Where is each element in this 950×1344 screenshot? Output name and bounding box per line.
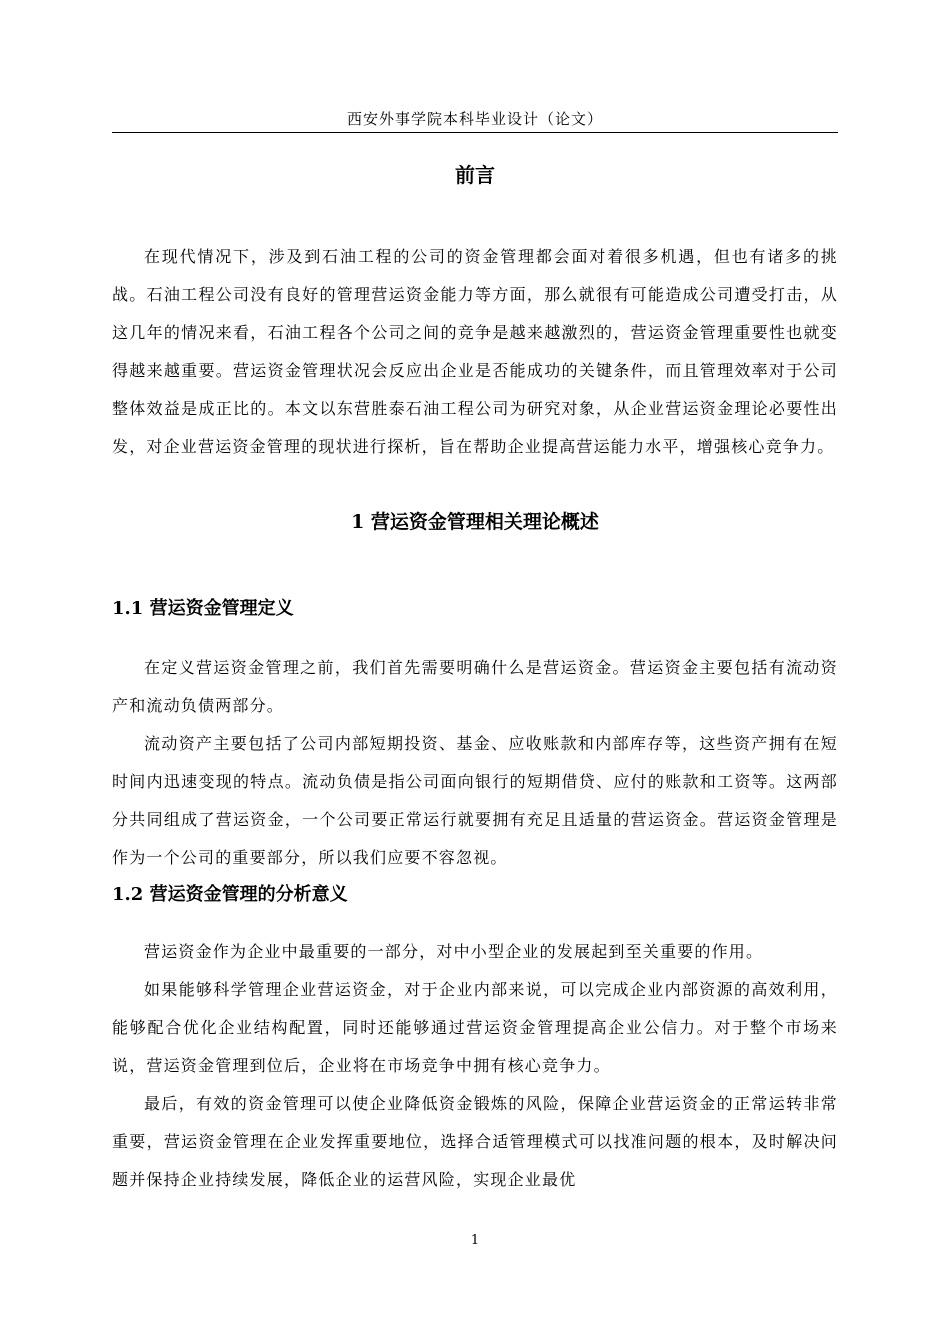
section-1-2-paragraph-2: 如果能够科学管理企业营运资金，对于企业内部来说，可以完成企业内部资源的高效利用，能够配合优化企业结构配置，同时还能够通过营运资金管理提高企业公信力。对于整个市场来说，营运资金管理到位后，企业将在市场竞争中拥有核心竞争力。: [112, 980, 838, 1075]
section-1-title: 1 营运资金管理相关理论概述: [351, 511, 599, 533]
section-1-1-title: 1.1 营运资金管理定义: [112, 598, 294, 619]
section-1-1-paragraph-1: 在定义营运资金管理之前，我们首先需要明确什么是营运资金。营运资金主要包括有流动资产和流动负债两部分。: [112, 658, 838, 715]
preface-paragraph: 在现代情况下，涉及到石油工程的公司的资金管理都会面对着很多机遇，但也有诸多的挑战。石油工程公司没有良好的管理营运资金能力等方面，那么就很有可能造成公司遭受打击，从这几年的情况来看，石油工程各个公司之间的竞争是越来越激烈的，营运资金管理重要性也就变得越来越重要。营运资金管理状况会反应出企业是否能成功的关键条件，而且管理效率对于公司整体效益是成正比的。本文以东营胜泰石油工程公司为研究对象，从企业营运资金理论必要性出发，对企业营运资金管理的现状进行探析，旨在帮助企业提高营运能力水平，增强核心竞争力。: [112, 247, 838, 456]
page-header: 西安外事学院本科毕业设计（论文）: [346, 110, 603, 128]
section-1-2-paragraph-3: 最后，有效的资金管理可以使企业降低资金锻炼的风险，保障企业营运资金的正常运转非常重要，营运资金管理在企业发挥重要地位，选择合适管理模式可以找准问题的根本，及时解决问题并保持企业持续发展，降低企业的运营风险，实现企业最优: [112, 1094, 838, 1189]
section-1-2-paragraph-1: 营运资金作为企业中最重要的一部分，对中小型企业的发展起到至关重要的作用。: [144, 942, 764, 961]
section-1-1-paragraph-2: 流动资产主要包括了公司内部短期投资、基金、应收账款和内部库存等，这些资产拥有在短时间内迅速变现的特点。流动负债是指公司面向银行的短期借贷、应付的账款和工资等。这两部分共同组成了营运资金，一个公司要正常运行就要拥有充足且适量的营运资金。营运资金管理是作为一个公司的重要部分，所以我们应要不容忽视。: [112, 734, 838, 867]
page-number: 1: [470, 1233, 480, 1248]
header-rule: [112, 132, 838, 133]
preface-title: 前言: [455, 163, 495, 187]
section-1-2-title: 1.2 营运资金管理的分析意义: [112, 884, 348, 905]
